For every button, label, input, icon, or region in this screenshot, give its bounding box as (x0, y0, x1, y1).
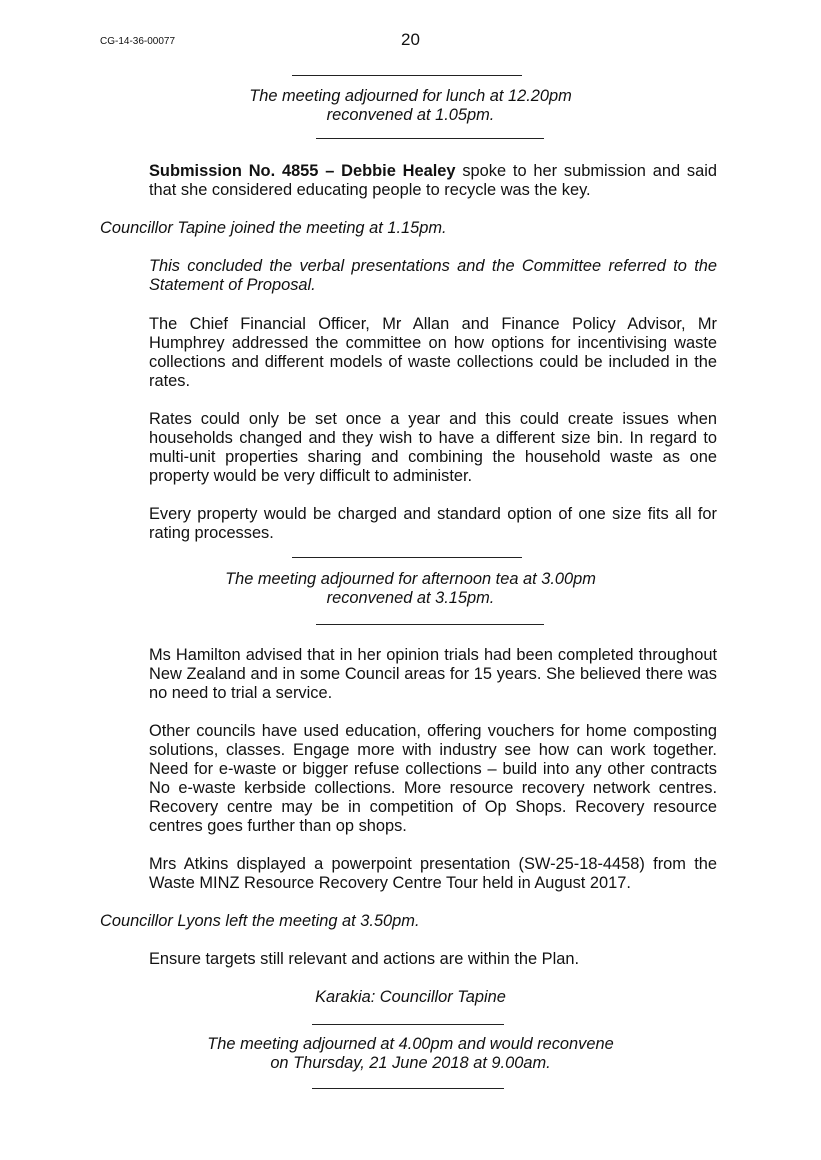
divider (316, 624, 544, 625)
targets-paragraph: Ensure targets still relevant and actions are within the Plan. (149, 950, 580, 968)
tea-adjournment-line2: reconvened at 3.15pm. (326, 589, 495, 607)
divider (292, 75, 522, 76)
karakia-line: Karakia: Councillor Tapine (315, 988, 506, 1006)
concluded-paragraph: This concluded the verbal presentations and the Committee referred to the Statement of Proposal. (149, 257, 717, 294)
final-adjournment-line1: The meeting adjourned at 4.00pm and would reconvene (207, 1035, 614, 1053)
submission-label: Submission No. 4855 – Debbie Healey (149, 162, 456, 180)
cfo-paragraph: The Chief Financial Officer, Mr Allan and Finance Policy Advisor, Mr Humphrey addressed the committee on how options for incentivising waste collections and different models of waste collections could be included in the rates. (149, 315, 717, 390)
lunch-adjournment (0, 87, 821, 125)
other-councils-paragraph: Other councils have used education, offering vouchers for home composting solutions, classes. Engage more with industry see how can work together. Need for e-waste or bigger refuse collections – build into any other contracts No e-waste kerbside collections. More resource recovery network centres. Recovery centre may be in competition of Op Shops. Recovery resource centres goes further than op shops. (149, 722, 717, 835)
page-number: 20 (401, 30, 420, 49)
divider (316, 138, 544, 139)
atkins-paragraph: Mrs Atkins displayed a powerpoint presentation (SW-25-18-4458) from the Waste MINZ Resource Recovery Centre Tour held in August 2017. (149, 855, 717, 892)
hamilton-paragraph: Ms Hamilton advised that in her opinion trials had been completed throughout New Zealand and in some Council areas for 15 years. She believed there was no need to trial a service. (149, 646, 717, 702)
lunch-adjournment-line2: reconvened at 1.05pm. (326, 106, 495, 124)
divider (312, 1024, 504, 1025)
submission-text: spoke to her submission and said that she considered educating people to recycle was the key. (149, 162, 717, 199)
tea-adjournment (0, 570, 821, 608)
divider (292, 557, 522, 558)
lyons-left-note: Councillor Lyons left the meeting at 3.50pm. (100, 912, 420, 930)
final-adjournment-line2: on Thursday, 21 June 2018 at 9.00am. (270, 1054, 551, 1072)
document-reference: CG-14-36-00077 (100, 36, 176, 47)
final-adjournment (0, 1035, 821, 1073)
submission-paragraph (149, 162, 717, 200)
tapine-joined-note: Councillor Tapine joined the meeting at 1.15pm. (100, 219, 447, 237)
every-property-paragraph: Every property would be charged and standard option of one size fits all for rating processes. (149, 505, 717, 542)
divider (312, 1088, 504, 1089)
tea-adjournment-line1: The meeting adjourned for afternoon tea at 3.00pm (225, 570, 596, 588)
rates-paragraph: Rates could only be set once a year and this could create issues when households changed and they wish to have a different size bin. In regard to multi-unit properties sharing and combining the household waste as one property would be very difficult to administer. (149, 410, 717, 485)
lunch-adjournment-line1: The meeting adjourned for lunch at 12.20pm (249, 87, 572, 105)
